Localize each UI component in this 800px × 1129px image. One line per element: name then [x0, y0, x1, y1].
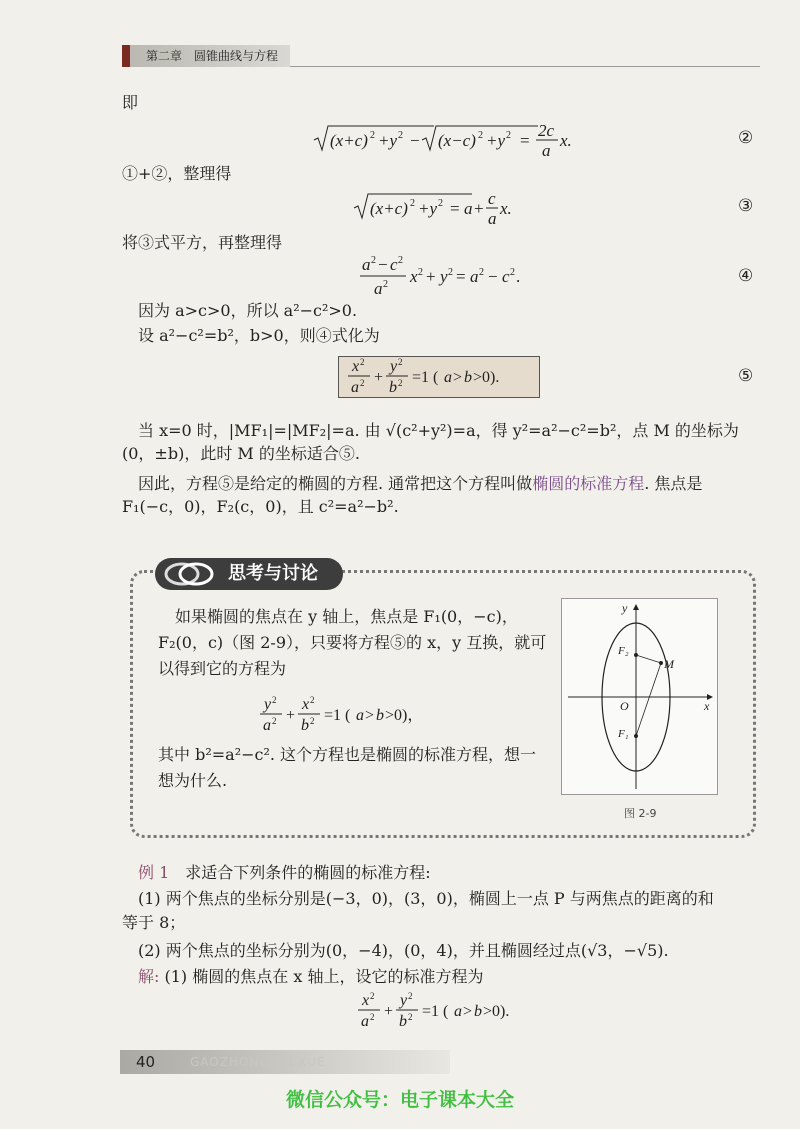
svg-text:>: >	[463, 1003, 473, 1020]
svg-text:>0).: >0).	[473, 369, 500, 386]
svg-text:(x−c): (x−c)	[438, 131, 476, 150]
svg-text:2: 2	[506, 130, 511, 141]
svg-text:b: b	[399, 1013, 407, 1030]
svg-text:2: 2	[398, 255, 403, 266]
svg-text:>: >	[365, 707, 375, 724]
chapter-header-accent	[122, 45, 130, 67]
svg-text:2: 2	[370, 130, 375, 141]
text-hence-1a: 因此，方程⑤是给定的椭圆的方程. 通常把这个方程叫做	[138, 474, 533, 493]
figure-caption: 图 2-9	[624, 807, 657, 820]
svg-text:a: a	[470, 267, 479, 286]
equation-2	[314, 120, 614, 160]
text-add: ①+②，整理得	[122, 164, 232, 183]
solution-line	[138, 966, 483, 988]
svg-text:=1 (: =1 (	[324, 707, 351, 724]
header-rule	[290, 66, 760, 67]
svg-text:2: 2	[479, 267, 484, 278]
svg-text:2: 2	[398, 378, 403, 388]
svg-text:=: =	[456, 267, 466, 286]
svg-text:a: a	[444, 369, 452, 386]
svg-text:2: 2	[408, 1012, 413, 1022]
text-square: 将③式平方，再整理得	[122, 233, 283, 252]
svg-text:a: a	[361, 1013, 369, 1030]
svg-text:+y: +y	[378, 131, 398, 150]
svg-text:2: 2	[370, 1012, 375, 1022]
segment-mf2	[636, 655, 661, 663]
svg-text:x: x	[362, 992, 370, 1009]
equation-3	[354, 188, 554, 228]
text-let: 设 a²−c²=b²，b>0，则④式化为	[138, 326, 380, 345]
example-label: 例 1	[138, 863, 170, 882]
text-because: 因为 a>c>0，所以 a²−c²>0.	[138, 301, 358, 320]
discussion-line-2: F₂(0，c)（图 2-9），只要将方程⑤的 x，y 互换，就可	[158, 633, 547, 652]
example-title: 求适合下列条件的椭圆的标准方程:	[185, 863, 431, 882]
svg-text:+y: +y	[418, 199, 438, 218]
chapter-title: 第二章 圆锥曲线与方程	[146, 49, 279, 63]
svg-text:2: 2	[408, 991, 413, 1001]
svg-text:a: a	[542, 141, 551, 160]
svg-text:a: a	[351, 379, 359, 396]
svg-text:>0)，: >0)，	[385, 707, 424, 724]
svg-text:x: x	[352, 358, 360, 375]
svg-text:c: c	[502, 267, 510, 286]
eq2-number: ②	[738, 128, 754, 148]
discussion-line-5: 想为什么.	[158, 771, 228, 790]
svg-text:a: a	[263, 717, 271, 734]
svg-text:+: +	[286, 707, 296, 724]
svg-text:a: a	[488, 209, 497, 228]
svg-text:+: +	[384, 1003, 394, 1020]
svg-text:−: −	[488, 267, 498, 286]
svg-text:2: 2	[310, 695, 315, 705]
text-when-2: (0，±b)，此时 M 的坐标适合⑤.	[122, 444, 360, 463]
wechat-watermark: 微信公众号：电子课本大全	[285, 1089, 514, 1111]
text-hence-2: F₁(−c，0)，F₂(c，0)，且 c²=a²−b².	[122, 497, 399, 516]
svg-text:=: =	[520, 131, 530, 150]
svg-text:b: b	[474, 1003, 482, 1020]
svg-text:2: 2	[370, 991, 375, 1001]
svg-text:2: 2	[398, 130, 403, 141]
segment-mf1	[636, 663, 661, 736]
text-hence-1b: . 焦点是	[644, 474, 703, 493]
svg-text:+: +	[474, 199, 484, 218]
svg-text:+y: +y	[486, 131, 506, 150]
svg-text:a: a	[362, 255, 371, 274]
svg-text:x: x	[410, 267, 418, 286]
svg-text:c: c	[488, 189, 496, 208]
svg-text:2: 2	[418, 267, 423, 278]
svg-text:(x+c): (x+c)	[370, 199, 408, 218]
svg-text:a: a	[454, 1003, 462, 1020]
figure-2-9	[561, 598, 718, 795]
fig-label-o: O	[620, 699, 629, 713]
svg-text:2: 2	[410, 198, 415, 209]
svg-text:b: b	[301, 717, 309, 734]
svg-text:y: y	[264, 696, 272, 713]
svg-text:2: 2	[360, 357, 365, 367]
svg-text:y: y	[390, 358, 398, 375]
svg-text:.: .	[516, 267, 521, 286]
solution-equation	[358, 990, 548, 1030]
svg-text:+: +	[426, 267, 436, 286]
svg-text:2: 2	[478, 130, 483, 141]
svg-text:=: =	[450, 199, 460, 218]
svg-text:−: −	[410, 131, 420, 150]
svg-text:b: b	[389, 379, 397, 396]
svg-text:2: 2	[398, 357, 403, 367]
solution-label: 解:	[138, 967, 160, 986]
eq3-number: ③	[738, 196, 754, 216]
svg-text:x: x	[302, 696, 310, 713]
svg-text:2: 2	[272, 695, 277, 705]
fig-label-x: x	[704, 699, 710, 713]
example-1	[138, 862, 431, 884]
example-condition-1b: 等于 8；	[122, 913, 186, 932]
svg-text:y: y	[400, 992, 408, 1009]
svg-text:b: b	[376, 707, 384, 724]
svg-text:2: 2	[272, 716, 277, 726]
fig-label-m: M	[664, 657, 674, 671]
svg-text:2: 2	[383, 279, 388, 290]
example-condition-2: (2) 两个焦点的坐标分别为(0，−4)，(0，4)，并且椭圆经过点(√3，−√5).	[138, 941, 669, 960]
svg-text:2: 2	[510, 267, 515, 278]
svg-text:>: >	[453, 369, 463, 386]
svg-text:2: 2	[360, 378, 365, 388]
term-standard-equation: 椭圆的标准方程	[532, 474, 645, 493]
eq5-number: ⑤	[738, 366, 754, 386]
fig-label-y: y	[622, 601, 628, 615]
svg-text:y: y	[440, 267, 448, 286]
example-condition-1a: (1) 两个焦点的坐标分别是(−3，0)，(3，0)，椭圆上一点 P 与两焦点的距离的和	[138, 889, 714, 908]
svg-text:x.: x.	[560, 131, 572, 150]
svg-text:+: +	[374, 369, 384, 386]
discussion-line-4: 其中 b²=a²−c². 这个方程也是椭圆的标准方程，想一	[158, 745, 537, 764]
svg-text:b: b	[464, 369, 472, 386]
svg-text:=1 (: =1 (	[412, 369, 439, 386]
text-hence-1	[138, 473, 702, 495]
discussion-equation	[260, 694, 440, 734]
svg-text:a: a	[356, 707, 364, 724]
discussion-line-3: 以得到它的方程为	[158, 659, 287, 678]
svg-text:x.: x.	[500, 199, 512, 218]
svg-text:>0).: >0).	[483, 1003, 510, 1020]
svg-text:(x+c): (x+c)	[330, 131, 368, 150]
discussion-logo-icon	[162, 560, 218, 588]
text-when-1: 当 x=0 时，|MF₁|=|MF₂|=a. 由 √(c²+y²)=a，得 y²=a²−c²=b²，点 M 的坐标为	[138, 421, 739, 440]
svg-text:2: 2	[310, 716, 315, 726]
svg-text:=1 (: =1 (	[422, 1003, 449, 1020]
solution-text: (1) 椭圆的焦点在 x 轴上，设它的标准方程为	[164, 967, 484, 986]
svg-text:2c: 2c	[538, 121, 555, 140]
svg-text:a: a	[464, 199, 473, 218]
svg-text:−: −	[378, 255, 388, 274]
discussion-title: 思考与讨论	[228, 563, 318, 584]
discussion-line-1: 如果椭圆的焦点在 y 轴上，焦点是 F₁(0，−c)，	[175, 607, 518, 626]
svg-text:a: a	[374, 279, 383, 298]
svg-text:2: 2	[371, 255, 376, 266]
equation-5	[348, 356, 538, 396]
eq4-number: ④	[738, 266, 754, 286]
footer-series: GAOZHONGSHUXUE	[190, 1055, 326, 1069]
fig-label-f1: F₁	[618, 728, 629, 740]
page-number: 40	[136, 1053, 156, 1071]
fig-label-f2: F₂	[618, 645, 629, 657]
svg-text:2: 2	[438, 198, 443, 209]
svg-text:2: 2	[448, 267, 453, 278]
text-ji: 即	[122, 93, 139, 112]
equation-4	[360, 254, 560, 298]
svg-text:c: c	[390, 255, 398, 274]
